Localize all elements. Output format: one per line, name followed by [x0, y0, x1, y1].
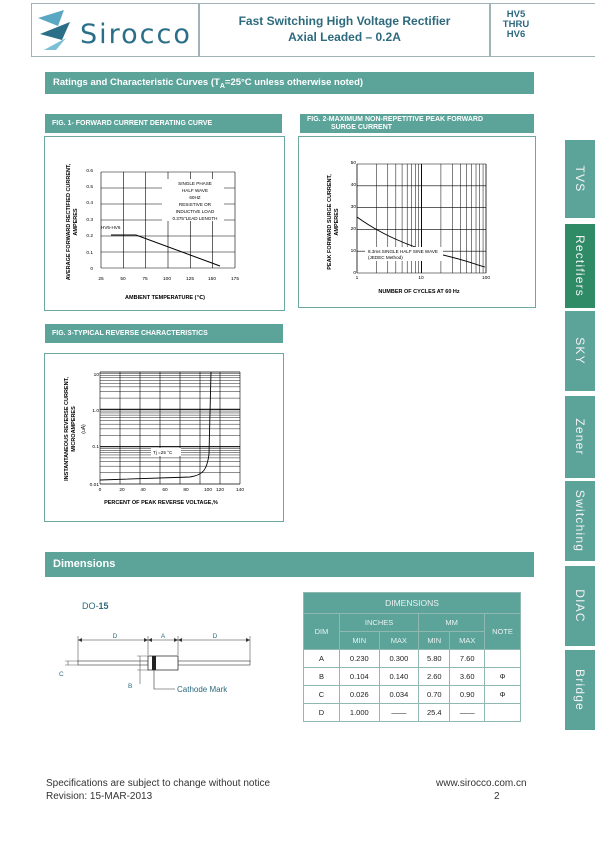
- fig3-ylabel: INSTANTANEOUS REVERSE CURRENT,: [64, 377, 70, 481]
- fig3-ytick-3: 0.01: [89, 483, 99, 488]
- cell-in-max: 0.140: [379, 668, 419, 686]
- table-row: [304, 668, 521, 686]
- fig1-chart: [45, 137, 284, 310]
- fig1-note-3: 60HZ: [189, 195, 201, 200]
- fig3-xlabel: PERCENT OF PEAK REVERSE VOLTAGE,%: [104, 500, 218, 506]
- cell-mm-min: 5.80: [419, 650, 450, 668]
- fig1-note-4: RESISTIVE OR: [178, 202, 212, 207]
- lead-left: [78, 661, 148, 665]
- fig3-ytick-1: 1.0: [92, 409, 99, 414]
- part-number-from: HV5: [506, 9, 526, 20]
- cell-note: [485, 704, 521, 722]
- cell-dim: A: [304, 650, 340, 668]
- part-number-thru: THRU: [502, 19, 530, 30]
- fig2-frame: [298, 136, 536, 308]
- ratings-banner: [45, 72, 534, 94]
- fig1-xtick-6: 175: [230, 277, 240, 282]
- cell-mm-max: ——: [450, 704, 485, 722]
- fig3-xtick-1: 20: [119, 488, 125, 493]
- fig1-ylabel: AVERAGE FORWARD RECTIFIED CURRENT,: [66, 163, 72, 281]
- side-tab-sky-label: SKY: [573, 337, 587, 365]
- fig1-title: FIG. 1- FORWARD CURRENT DERATING CURVE: [45, 114, 282, 133]
- fig3-series-label: Tj =25 °C: [153, 450, 173, 455]
- fig1-ytick-3: 0.3: [86, 218, 93, 223]
- fig1-xtick-0: 25: [98, 277, 104, 282]
- fig1-ytick-0: 0: [90, 267, 93, 272]
- cell-mm-max: 0.90: [450, 686, 485, 704]
- dim-label-d-left: D: [112, 633, 118, 640]
- cell-in-max: 0.034: [379, 686, 419, 704]
- fig1-note-2: HALF WAVE: [181, 188, 209, 193]
- cell-mm-min: 2.60: [419, 668, 450, 686]
- fig2-ytick-2: 20: [350, 227, 356, 232]
- cell-in-max: ——: [379, 704, 419, 722]
- table-row: [304, 704, 521, 722]
- fig3-ytick-2: 0.1: [92, 445, 99, 450]
- fig1-ytick-1: 0.1: [86, 251, 93, 256]
- fig3-xtick-0: 0: [98, 488, 102, 493]
- sub-header-mm-min: MIN: [419, 632, 450, 650]
- side-tab-diac-label: DIAC: [573, 589, 587, 623]
- col-header-inches: INCHES: [340, 614, 419, 632]
- fig3-ylabel-unit: MICROAMPERES: [71, 406, 77, 452]
- fig1-frame: [44, 136, 285, 311]
- fig2-ytick-1: 10: [350, 249, 356, 254]
- dim-label-a: A: [160, 633, 166, 640]
- footer-url[interactable]: www.sirocco.com.cn: [436, 778, 527, 789]
- fig1-ylabel-unit: AMPERES: [73, 208, 79, 236]
- cell-in-min: 1.000: [340, 704, 380, 722]
- fig1-note-6: 0.375"LEAD LENGTH: [172, 216, 218, 221]
- dimensions-title: Dimensions: [53, 558, 116, 570]
- footer-notice: Specifications are subject to change without notice: [46, 778, 271, 789]
- fig2-ytick-5: 50: [350, 161, 356, 166]
- fig1-xtick-3: 100: [162, 277, 172, 282]
- fig2-xlabel: NUMBER OF CYCLES AT 60 Hz: [378, 289, 460, 295]
- package-label: [82, 601, 109, 611]
- package-prefix: DO-: [82, 601, 99, 611]
- cell-in-min: 0.026: [340, 686, 380, 704]
- fig3-xtick-4: 80: [183, 488, 189, 493]
- cell-dim: B: [304, 668, 340, 686]
- header-title-box: [199, 3, 490, 57]
- fig2-xtick-0: 1: [355, 276, 359, 281]
- dim-label-d-right: D: [212, 633, 218, 640]
- fig2-ytick-3: 30: [350, 205, 356, 210]
- fig1-series-label: HV5-HV6: [101, 225, 121, 230]
- fig2-ylabel-unit: AMPERES: [334, 208, 340, 236]
- lead-right: [178, 661, 250, 665]
- side-tab-tvs[interactable]: [565, 140, 595, 218]
- header-part-box: [490, 3, 595, 57]
- fig3-chart: [45, 354, 283, 521]
- fig2-xtick-1: 10: [418, 276, 424, 281]
- fig3-xtick-2: 40: [140, 488, 146, 493]
- side-tab-switching[interactable]: [565, 481, 595, 561]
- fig3-xtick-3: 60: [162, 488, 168, 493]
- fig2-title: [300, 114, 534, 133]
- cell-dim: C: [304, 686, 340, 704]
- side-tab-rectifiers[interactable]: [565, 224, 595, 308]
- side-tab-rectifiers-label: Rectifiers: [573, 234, 587, 298]
- fig1-ytick-4: 0.4: [86, 201, 93, 206]
- fig1-xtick-1: 50: [120, 277, 126, 282]
- col-header-note: NOTE: [485, 614, 521, 650]
- ratings-title-sub: A: [219, 82, 225, 90]
- cell-in-max: 0.300: [379, 650, 419, 668]
- fig2-title-line1: FIG. 2-MAXIMUM NON-REPETITIVE PEAK FORWARD: [307, 116, 484, 123]
- cathode-mark-label: Cathode Mark: [177, 685, 228, 694]
- fig1-xtick-5: 150: [207, 277, 217, 282]
- fig1-ytick-2: 0.2: [86, 234, 93, 239]
- fig1-note-1: SINGLE PHASE: [178, 181, 212, 186]
- ratings-title-tail: =25°C unless otherwise noted): [224, 77, 364, 88]
- side-tab-bridge-label: Bridge: [573, 669, 587, 711]
- cathode-band: [152, 656, 156, 670]
- fig2-ytick-0: 0: [353, 271, 356, 276]
- fig2-note-1: 8.3ms SINGLE HALF SINE WAVE: [368, 249, 438, 254]
- fig3-xtick-5: 100: [203, 488, 213, 493]
- col-header-mm: MM: [419, 614, 485, 632]
- col-header-dim: DIM: [304, 614, 340, 650]
- fig2-xtick-2: 100: [481, 276, 491, 281]
- fig2-ytick-4: 40: [350, 183, 356, 188]
- fig2-ylabel: PEAK FORWARD SURGE CURRENT,: [327, 174, 333, 270]
- fig2-chart: [299, 137, 535, 307]
- fig1-xtick-4: 125: [185, 277, 195, 282]
- fig3-xtick-7: 140: [235, 488, 245, 493]
- page-title: Fast Switching High Voltage Rectifier: [238, 14, 451, 28]
- logo-text: Sirocco: [80, 19, 192, 50]
- dimensions-table: [303, 592, 521, 722]
- cell-in-min: 0.230: [340, 650, 380, 668]
- footer-revision: Revision: 15-MAR-2013: [46, 791, 153, 802]
- fig3-reverse-curve: [100, 372, 211, 480]
- side-tab-diac[interactable]: [565, 566, 595, 646]
- ratings-title-main: Ratings and Characteristic Curves (T: [53, 77, 220, 88]
- footer-page-number: 2: [494, 791, 500, 802]
- table-row: [304, 650, 521, 668]
- fig1-derating-curve: [111, 235, 220, 266]
- cell-note: [485, 650, 521, 668]
- fig3-frame: [44, 353, 284, 522]
- side-tab-sky[interactable]: [565, 311, 595, 391]
- side-tab-zener[interactable]: [565, 396, 595, 478]
- cell-mm-min: 25.4: [419, 704, 450, 722]
- fig1-ytick-5: 0.5: [86, 185, 93, 190]
- fig1-xtick-2: 75: [142, 277, 148, 282]
- page-subtitle: Axial Leaded – 0.2A: [288, 30, 401, 44]
- sub-header-in-min: MIN: [340, 632, 380, 650]
- sub-header-mm-max: MAX: [450, 632, 485, 650]
- dim-label-b: B: [128, 683, 133, 690]
- fig3-ytick-0: 10: [93, 373, 99, 378]
- fig3-title: FIG. 3-TYPICAL REVERSE CHARACTERISTICS: [45, 324, 283, 343]
- table-row: [304, 686, 521, 704]
- dimensions-banner: [45, 552, 534, 577]
- sirocco-logo-icon: [36, 8, 76, 52]
- package-number: 15: [98, 601, 109, 611]
- header-logo-box: [31, 3, 199, 57]
- cell-mm-max: 3.60: [450, 668, 485, 686]
- cell-note: Φ: [485, 668, 521, 686]
- fig1-xlabel: AMBIENT TEMPERATURE (℃): [125, 295, 205, 301]
- fig3-yunit: (uA): [81, 424, 87, 434]
- fig1-note-5: INDUCTIVE LOAD: [175, 209, 215, 214]
- fig2-title-line2: SURGE CURRENT: [331, 124, 393, 131]
- side-tab-zener-label: Zener: [573, 418, 587, 456]
- dim-label-c: C: [59, 671, 64, 678]
- side-tab-bridge[interactable]: [565, 650, 595, 730]
- fig2-note-2: (JEDEC Method): [368, 255, 403, 260]
- cell-mm-min: 0.70: [419, 686, 450, 704]
- part-number-to: HV6: [506, 29, 526, 40]
- fig1-ytick-6: 0.6: [86, 169, 93, 174]
- cell-dim: D: [304, 704, 340, 722]
- table-title: DIMENSIONS: [304, 593, 521, 614]
- cell-mm-max: 7.60: [450, 650, 485, 668]
- side-tab-tvs-label: TVS: [573, 165, 587, 193]
- fig3-xtick-6: 120: [215, 488, 225, 493]
- package-drawing: [55, 628, 265, 698]
- sub-header-in-max: MAX: [379, 632, 419, 650]
- cell-in-min: 0.104: [340, 668, 380, 686]
- side-tab-switching-label: Switching: [573, 489, 587, 553]
- cell-note: Φ: [485, 686, 521, 704]
